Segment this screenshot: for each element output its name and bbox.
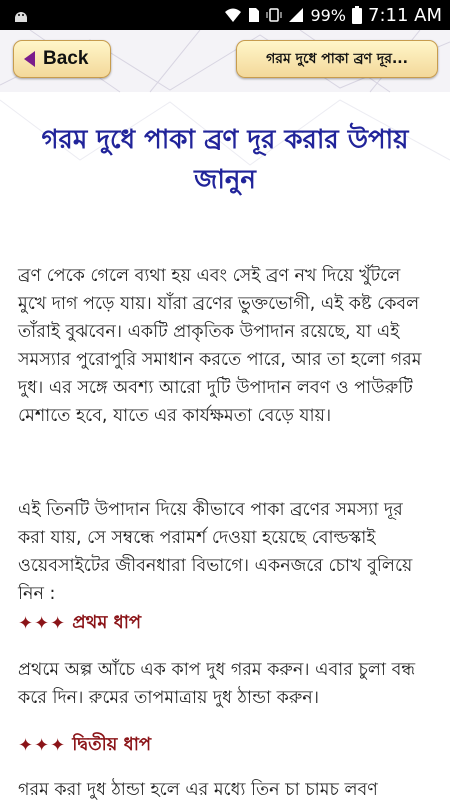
- step-heading-label: প্রথম ধাপ: [72, 612, 142, 633]
- step-text: গরম করা দুধ ঠান্ডা হলে এর মধ্যে তিন চা চামচ লবণ: [18, 780, 378, 800]
- status-bar: [0, 0, 450, 30]
- battery-percent: 99%: [310, 5, 346, 25]
- step-text: প্রথমে অল্প আঁচে এক কাপ দুধ গরম করুন। এবার চুলা বন্ধ করে দিন। রুমের তাপমাত্রায় দুধ ঠান্ডা করুন।: [18, 660, 416, 708]
- android-notification-icon: [12, 6, 30, 24]
- vibrate-icon: [266, 7, 282, 23]
- back-button[interactable]: [13, 40, 111, 78]
- clock: 7:11 AM: [368, 4, 442, 26]
- back-button-label: Back: [43, 48, 89, 69]
- article-title: গরম দুধে পাকা ব্রণ দূর করার উপায় জানুন: [41, 125, 409, 195]
- back-arrow-icon: [24, 51, 35, 67]
- star-bullet-icon: ✦✦✦: [18, 735, 67, 756]
- toolbar-title-button[interactable]: [236, 40, 438, 78]
- step-heading: [18, 730, 151, 761]
- article-paragraph: এই তিনটি উপাদান দিয়ে কীভাবে পাকা ব্রণের সমস্যা দূর করা যায়, সে সম্বন্ধে পরামর্শ দেওয়া হয়েছে বোল্ডস্কাই ওয়েবসাইটের জীবনধারা বিভাগে। একনজরে চোখ বুলিয়ে নিন :: [18, 500, 413, 604]
- star-bullet-icon: ✦✦✦: [18, 613, 67, 634]
- toolbar-title: গরম দুধে পাকা ব্রণ দূর...: [266, 51, 408, 67]
- step-heading-label: দ্বিতীয় ধাপ: [72, 734, 152, 755]
- article-content: [0, 110, 450, 800]
- sim-icon: [248, 7, 260, 23]
- step-heading: [18, 608, 141, 639]
- article-paragraph: ব্রণ পেকে গেলে ব্যথা হয় এবং সেই ব্রণ নখ দিয়ে খুঁটলে মুখে দাগ পড়ে যায়। যাঁরা ব্রণের ভুক্তভোগী, এই কষ্ট কেবল তাঁরাই বুঝবেন। একটি প্রাকৃতিক উপাদান রয়েছে, যা এই সমস্যার পুরোপুরি সমাধান করতে পারে, আর তা হলো গরম দুধ। এর সঙ্গে অবশ্য আরো দুটি উপাদান লবণ ও পাউরুটি মেশাতে হবে, যাতে এর কার্যক্ষমতা বেড়ে যায়।: [18, 266, 422, 426]
- battery-icon: [352, 6, 362, 24]
- signal-icon: [288, 7, 304, 23]
- wifi-icon: [224, 7, 242, 23]
